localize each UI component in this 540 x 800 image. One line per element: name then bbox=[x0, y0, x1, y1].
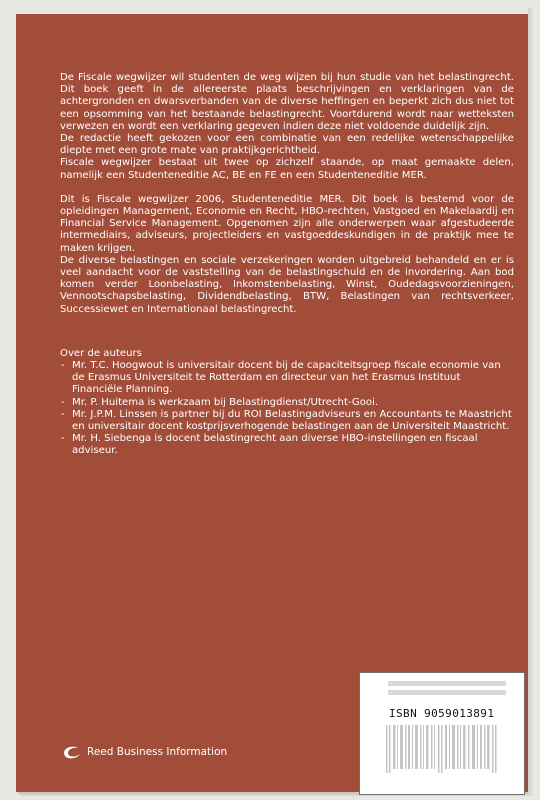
blurb-paragraph-5: De diverse belastingen en sociale verzekeringen worden uitgebreid behandeld en er is veel aandacht voor de vaststelling van de belastingschuld en de invordering. Aan bod komen verder Loonbelasting, Inkomstenbelasting, Winst, Oudedagsvoorzieningen, Vennootschapsbelasting, Dividendbelasting, BTW, Belastingen van rechtsverkeer, Successiewet en Internationaal belastingrecht. bbox=[60, 254, 514, 315]
swoosh-logo-icon bbox=[61, 744, 83, 760]
isbn-text: ISBN 9059013891 bbox=[389, 707, 495, 720]
author-item-hoogwout: - Mr. T.C. Hoogwout is universitair docent bij de capaciteitsgroep fiscale economie van de Erasmus Universiteit te Rotterdam en directeur van het Erasmus Instituut Financiële Planning. bbox=[60, 360, 514, 397]
page-edge bbox=[528, 8, 536, 794]
blurb-paragraph-3: Fiscale wegwijzer bestaat uit twee op zichzelf staande, op maat gemaakte delen, namelijk een Studenteneditie AC, BE en FE en een Studenteneditie MER. bbox=[60, 157, 514, 181]
author-item-siebenga: - Mr. H. Siebenga is docent belastingrecht aan diverse HBO-instellingen en fiscaal adviseur. bbox=[60, 433, 514, 457]
paragraph-gap bbox=[60, 182, 514, 194]
barcode-label bbox=[359, 672, 525, 795]
faded-label-lines bbox=[388, 681, 506, 699]
authors-list bbox=[60, 360, 514, 458]
author-item-linssen: - Mr. J.P.M. Linssen is partner bij du ROI Belastingadviseurs en Accountants te Maastricht en universitair docent kostprijsverhogende belastingen aan de Universiteit Maastricht. bbox=[60, 409, 514, 433]
publisher-name: Reed Business Information bbox=[87, 746, 228, 758]
publisher-logo bbox=[61, 744, 227, 760]
back-cover bbox=[16, 14, 528, 792]
section-gap bbox=[60, 316, 514, 348]
back-cover-text bbox=[60, 72, 514, 458]
blurb-paragraph-1: De Fiscale wegwijzer wil studenten de weg wijzen bij hun studie van het belastingrecht. Dit boek geeft in de allereerste plaats beschrijvingen en verklaringen van de achtergronden en dwarsverbanden van de diverse heffingen en beperkt zich dus niet tot een opsomming van het bestaande belastingrecht. Voortdurend wordt naar wetteksten verwezen en wordt een verklaring gegeven indien deze niet voldoende duidelijk zijn. bbox=[60, 72, 514, 132]
blurb-paragraph-2: De redactie heeft gekozen voor een combinatie van een redelijke wetenschappelijke diepte met een grote mate van praktijkgerichtheid. bbox=[60, 133, 514, 157]
author-item-huitema: - Mr. P. Huitema is werkzaam bij Belastingdienst/Utrecht-Gooi. bbox=[60, 397, 514, 409]
blurb-paragraph-4: Dit is Fiscale wegwijzer 2006, Studenteneditie MER. Dit boek is bestemd voor de opleidingen Management, Economie en Recht, HBO-rechten, Vastgoed en Makelaardij en Financial Service Management. Opgenomen zijn alle onderwerpen waar afgestudeerde intermediairs, adviseurs, projectleiders en vastgoeddeskundigen in de praktijk mee te maken krijgen. bbox=[60, 193, 514, 254]
barcode-icon bbox=[386, 725, 506, 773]
authors-heading: Over de auteurs bbox=[60, 347, 142, 359]
